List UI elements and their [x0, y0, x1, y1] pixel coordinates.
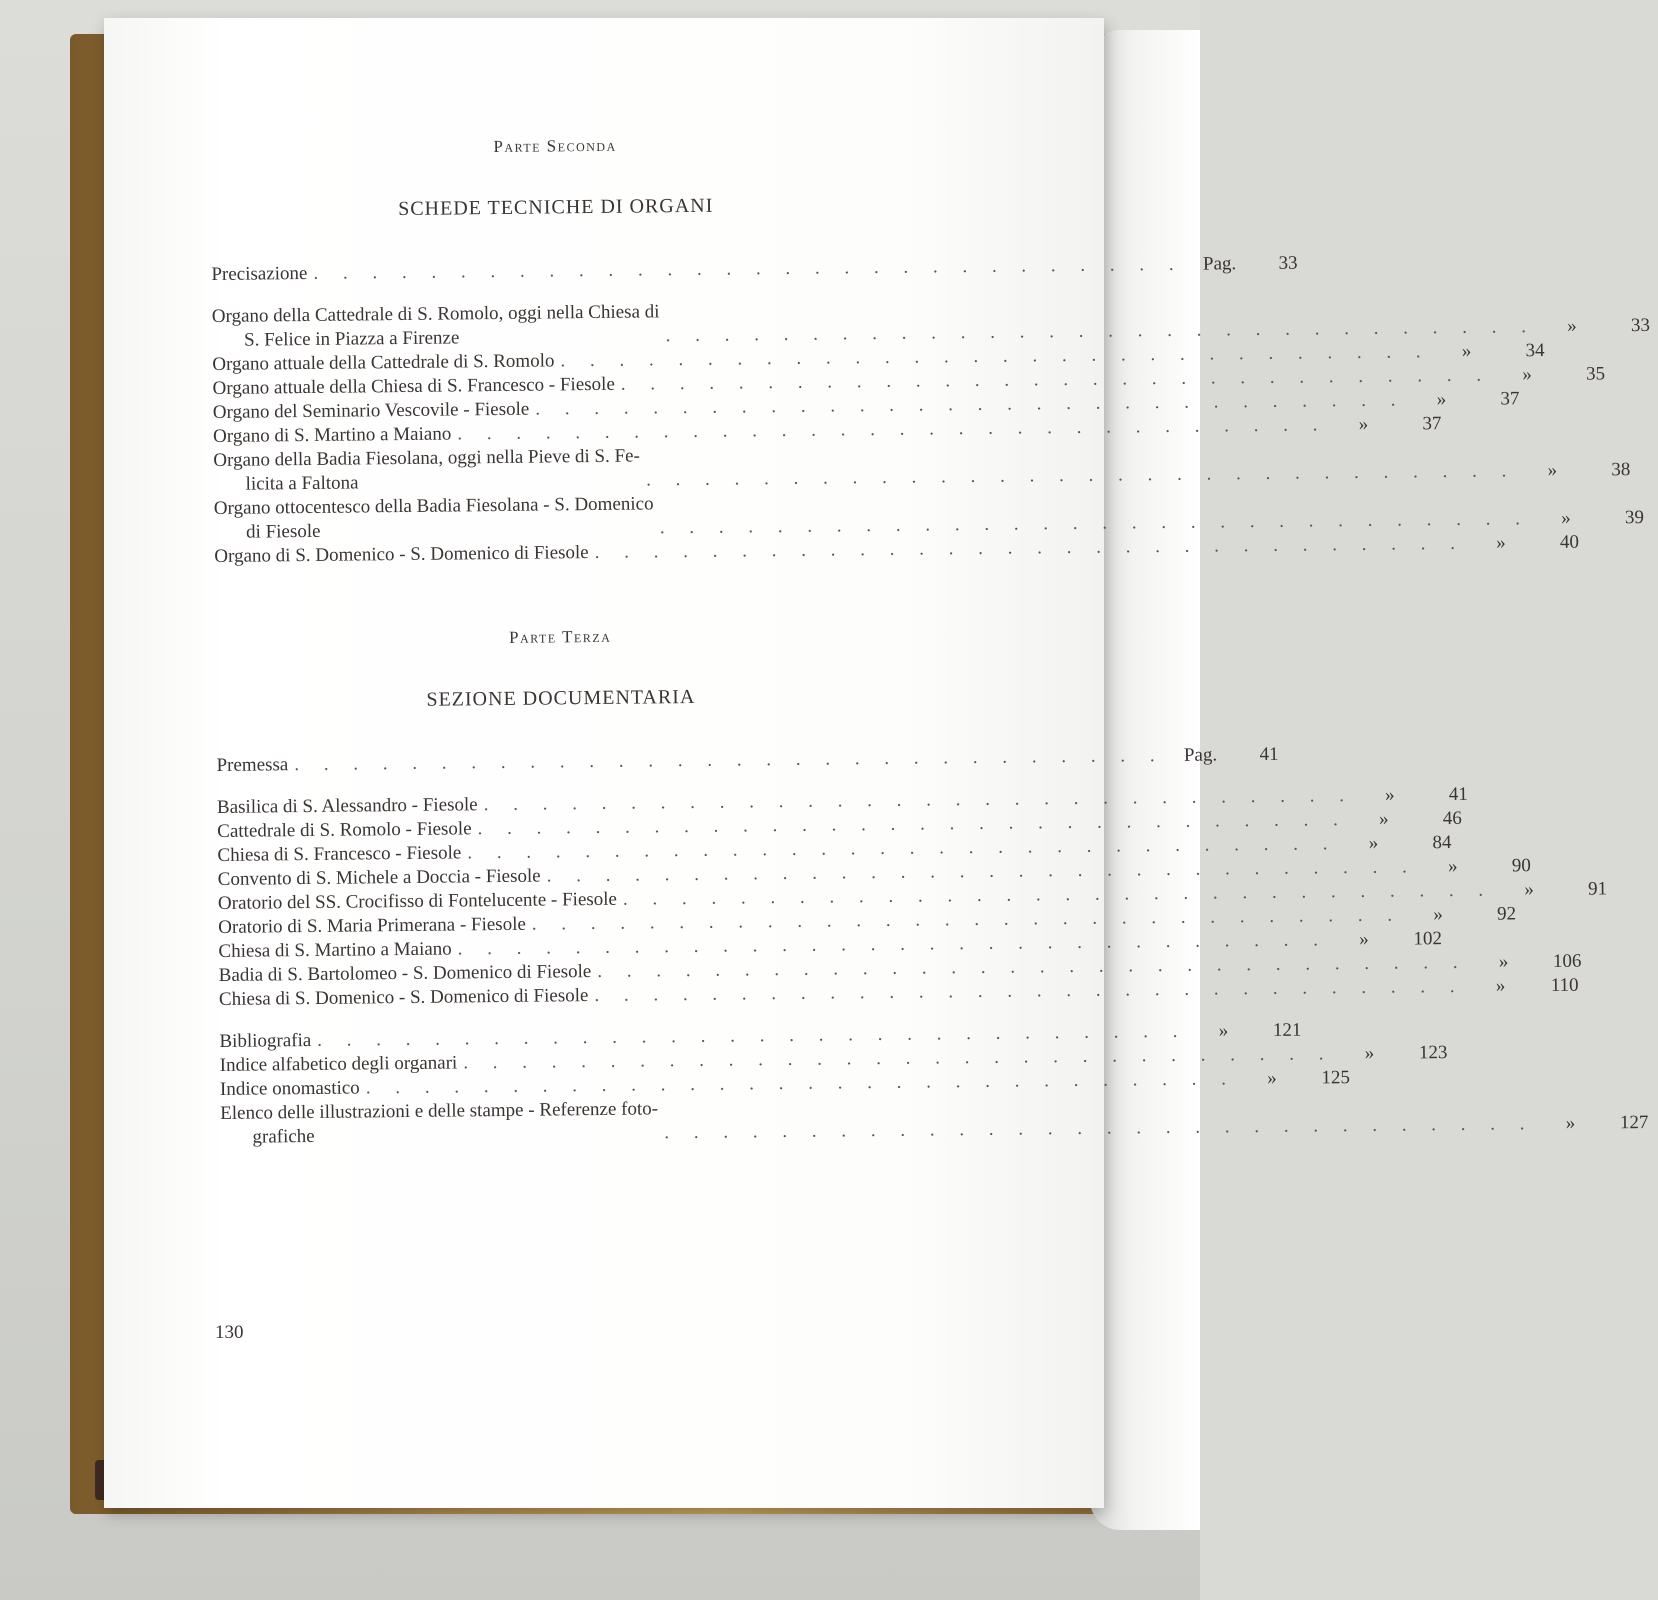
toc-entry-title-line: Premessa — [216, 754, 289, 776]
dot-leader: . . . . . . . . . . . . . . . . . . . . . . . . . . . . . . — [560, 341, 1431, 372]
dot-leader: . . . . . . . . . . . . . . . . . . . . . . . . . . . . . . — [483, 785, 1354, 816]
toc-entry-title — [218, 938, 451, 964]
dot-leader: . . . . . . . . . . . . . . . . . . . . . . . . . . . . . . — [467, 833, 1338, 864]
toc-entry-title-line: Organo attuale della Chiesa di S. Francesco - Fiesole — [212, 373, 615, 399]
toc-entry-title — [220, 1097, 658, 1150]
toc-entry-title-continuation: di Fiesole — [245, 520, 321, 543]
toc-entry-title-line: Elenco delle illustrazioni e delle stampe - Referenze foto- — [220, 1098, 659, 1124]
toc-entry-title-continuation: S. Felice in Piazza a Firenze — [243, 327, 460, 351]
toc-entry-title — [214, 492, 654, 545]
toc-entry-title — [211, 262, 307, 287]
page-number-ref: 33 — [1278, 252, 1298, 274]
toc-entry-title-line: Organo della Cattedrale di S. Romolo, oggi nella Chiesa di — [211, 301, 660, 327]
toc-entry-title — [218, 865, 541, 892]
dot-leader: . . . . . . . . . . . . . . . . . . . . . . . . . . . . . . — [294, 745, 1165, 776]
toc-entry-title-line: Indice onomastico — [219, 1077, 360, 1100]
page-number-ref: 35 — [1585, 363, 1606, 385]
table-of-contents — [210, 133, 1651, 1150]
page-number-ref: 41 — [1448, 783, 1468, 806]
page-number-ref: 33 — [1630, 314, 1651, 337]
page-number-ref: 91 — [1588, 878, 1608, 900]
toc-entry-title — [220, 1076, 360, 1101]
toc-entry-title — [217, 841, 461, 868]
part-three-entries — [216, 743, 1649, 1150]
dot-leader: . . . . . . . . . . . . . . . . . . . . . . . . . . . . . . — [664, 1113, 1535, 1144]
toc-entry — [220, 1095, 1649, 1150]
page-number-ref: 123 — [1418, 1042, 1448, 1064]
toc-entry — [213, 442, 1631, 497]
page-number-ref: 102 — [1413, 928, 1443, 950]
page-number-ref: 37 — [1500, 388, 1520, 410]
toc-entry-title-line: Precisazione — [211, 262, 308, 285]
page-marker: » — [1218, 1020, 1229, 1042]
page-number: 130 — [215, 1322, 244, 1343]
dot-leader: . . . . . . . . . . . . . . . . . . . . . . . . . . . . . . — [546, 856, 1417, 887]
toc-entry-title-line: Oratorio di S. Maria Primerana - Fiesole — [218, 913, 526, 938]
dot-leader: . . . . . . . . . . . . . . . . . . . . . . . . . . . . . . — [659, 508, 1531, 539]
part-two-entries — [211, 252, 1651, 569]
toc-entry-title — [214, 541, 589, 569]
page-marker: Pag. — [1202, 253, 1237, 275]
dot-leader: . . . . . . . . . . . . . . . . . . . . . . . . . . . . . . — [463, 1043, 1334, 1074]
toc-entry-title — [219, 984, 589, 1012]
page-marker: » — [1522, 364, 1532, 386]
page-marker: » — [1547, 459, 1558, 482]
toc-entry-title — [217, 793, 478, 820]
page-marker: » — [1436, 389, 1447, 411]
page-marker: » — [1358, 413, 1369, 435]
page-number-ref: 37 — [1422, 413, 1442, 435]
page-marker: » — [1378, 808, 1389, 830]
page-marker: Pag. — [1183, 744, 1218, 766]
page-number-ref: 110 — [1550, 974, 1579, 997]
toc-entry-title-line: Organo ottocentesco della Badia Fiesolana - S. Domenico — [213, 493, 654, 519]
page-marker: » — [1368, 832, 1379, 854]
page-marker: » — [1433, 904, 1443, 926]
page-number-ref: 125 — [1321, 1067, 1351, 1089]
page-marker: » — [1359, 928, 1369, 951]
page-number-ref: 39 — [1624, 507, 1645, 529]
toc-entry-title-line: Organo di S. Martino a Maiano — [212, 423, 452, 447]
page-marker: » — [1364, 1042, 1375, 1064]
toc-entry-title — [218, 913, 526, 940]
dot-leader: . . . . . . . . . . . . . . . . . . . . . . . . . . . . . . — [646, 460, 1517, 491]
toc-entry-title-line: Cattedrale di S. Romolo - Fiesole — [217, 818, 472, 842]
page-number-ref: 41 — [1259, 743, 1279, 766]
page-marker: » — [1561, 507, 1571, 529]
toc-entry-title-line: Basilica di S. Alessandro - Fiesole — [216, 794, 478, 818]
dot-leader: . . . . . . . . . . . . . . . . . . . . . . . . . . . . . . — [665, 316, 1537, 347]
page-marker: » — [1567, 315, 1577, 337]
toc-entry-title — [212, 349, 554, 377]
page-marker: » — [1496, 532, 1506, 554]
toc-entry-title-line: Organo della Badia Fiesolana, oggi nella Pieve di S. Fe- — [213, 445, 640, 471]
part-three-title: SEZIONE DOCUMENTARIA — [426, 685, 696, 711]
dot-leader: . . . . . . . . . . . . . . . . . . . . . . . . . . . . . . — [622, 879, 1494, 910]
dot-leader: . . . . . . . . . . . . . . . . . . . . . . . . . . . . . . — [313, 253, 1184, 284]
page-marker: » — [1565, 1112, 1576, 1134]
page-number-ref: 34 — [1525, 340, 1545, 362]
page-number-ref: 90 — [1511, 855, 1531, 877]
dot-leader: . . . . . . . . . . . . . . . . . . . . . . . . . . . . . . — [531, 904, 1403, 935]
page-number-ref: 40 — [1559, 531, 1579, 553]
page-number-ref: 106 — [1552, 950, 1582, 972]
toc-entry-title-continuation: licita a Faltona — [245, 472, 359, 495]
toc-entry-title-line: Organo di S. Domenico - S. Domenico di Fiesole — [214, 542, 589, 567]
page-marker: » — [1267, 1067, 1277, 1089]
page-number-ref: 127 — [1619, 1111, 1649, 1134]
toc-entry-title-line: Organo attuale della Cattedrale di S. Romolo — [212, 350, 555, 375]
page-number-ref: 84 — [1432, 832, 1452, 854]
page-marker: » — [1385, 784, 1395, 806]
part-three-label: Parte Terza — [509, 626, 612, 647]
toc-entry-title — [219, 1029, 311, 1054]
toc-entry-title-line: Indice alfabetico degli organari — [219, 1052, 458, 1076]
page-number-ref: 46 — [1442, 807, 1462, 830]
dot-leader: . . . . . . . . . . . . . . . . . . . . . . . . . . . . . . — [365, 1068, 1237, 1099]
toc-entry-title — [212, 300, 660, 353]
toc-entry-title-line: Chiesa di S. Francesco - Fiesole — [217, 842, 462, 866]
dot-leader: . . . . . . . . . . . . . . . . . . . . . . . . . . . . . . — [535, 389, 1406, 420]
toc-entry-title — [216, 753, 288, 778]
page-marker: » — [1495, 975, 1506, 997]
toc-entry-title — [217, 817, 472, 844]
dot-leader: . . . . . . . . . . . . . . . . . . . . . . . . . . . . . . — [477, 809, 1348, 840]
dot-leader: . . . . . . . . . . . . . . . . . . . . . . . . . . . . . . — [594, 975, 1465, 1007]
toc-entry-title-line: Organo del Seminario Vescovile - Fiesole — [212, 398, 530, 423]
toc-entry-title-line: Convento di S. Michele a Doccia - Fiesole — [217, 865, 541, 890]
toc-entry-title-line: Oratorio del SS. Crocifisso di Fontelucente - Fiesole — [217, 888, 618, 914]
toc-entry-title-line: Chiesa di S. Domenico - S. Domenico di Fiesole — [218, 985, 589, 1010]
dot-leader: . . . . . . . . . . . . . . . . . . . . . . . . . . . . . . — [594, 532, 1465, 563]
dot-leader: . . . . . . . . . . . . . . . . . . . . . . . . . . . . . . — [620, 364, 1492, 395]
page-number-ref: 38 — [1611, 459, 1631, 481]
part-two-title: SCHEDE TECNICHE DI ORGANI — [398, 194, 714, 221]
toc-entry-title — [213, 422, 451, 448]
dot-leader: . . . . . . . . . . . . . . . . . . . . . . . . . . . . . . — [457, 414, 1328, 445]
page-number-ref: 121 — [1272, 1019, 1302, 1041]
part-two-label: Parte Seconda — [493, 135, 617, 157]
page-marker: » — [1461, 340, 1472, 362]
toc-entry-title — [220, 1051, 458, 1077]
page-marker: » — [1498, 951, 1509, 973]
toc-entry-title-line: Badia di S. Bartolomeo - S. Domenico di Fiesole — [218, 961, 592, 986]
toc-entry-title-line: Chiesa di S. Martino a Maiano — [218, 938, 452, 962]
dot-leader: . . . . . . . . . . . . . . . . . . . . . . . . . . . . . . — [317, 1020, 1188, 1051]
page-marker: » — [1448, 855, 1458, 878]
page-number-ref: 92 — [1496, 903, 1517, 925]
dot-leader: . . . . . . . . . . . . . . . . . . . . . . . . . . . . . . — [597, 951, 1468, 982]
toc-entry-title-continuation: grafiche — [252, 1125, 315, 1148]
page-marker: » — [1524, 879, 1534, 901]
dot-leader: . . . . . . . . . . . . . . . . . . . . . . . . . . . . . . — [457, 929, 1329, 960]
toc-entry-title — [213, 398, 530, 425]
toc-entry-title — [213, 445, 640, 497]
toc-entry-title-line: Bibliografia — [219, 1029, 312, 1052]
